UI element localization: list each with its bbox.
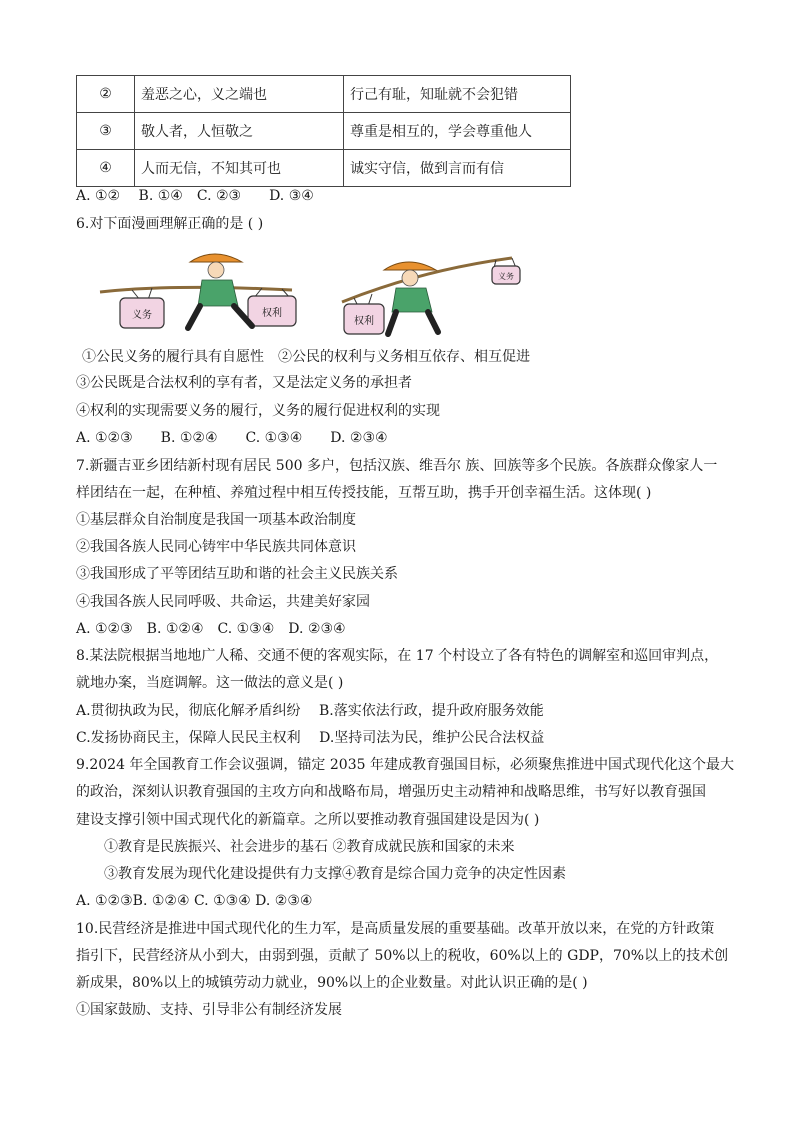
q6-option-3: ③公民既是合法权利的享有者，又是法定义务的承担者 <box>76 375 412 391</box>
cartoon-image <box>92 240 562 342</box>
green-shirt <box>198 280 238 306</box>
row-number: ② <box>77 76 135 113</box>
q10-stem-line1: 10.民营经济是推进中国式现代化的生力军，是高质量发展的重要基础。改革开放以来，在党的方针政策 <box>76 921 715 937</box>
q7-option-4: ④我国各族人民同呼吸、共命运，共建美好家园 <box>76 594 370 610</box>
straw-hat <box>190 254 242 262</box>
q7-stem-line1: 7.新疆吉亚乡团结新村现有居民 500 多户，包括汉族、维吾尔 族、回族等多个民族。各族群众像家人一 <box>76 458 718 474</box>
quote-meaning: 尊重是相互的，学会尊重他人 <box>344 113 571 150</box>
q9-options-1-2: ①教育是民族振兴、社会进步的基石 ②教育成就民族和国家的未来 <box>104 839 515 855</box>
q5-choices: A. ①② B. ①④ C. ②③ D. ③④ <box>76 188 314 204</box>
classic-quote: 羞恶之心，义之端也 <box>135 76 344 113</box>
table-row <box>77 76 571 113</box>
q9-choices: A. ①②③B. ①②④ C. ①③④ D. ②③④ <box>76 893 313 909</box>
q9-stem-line2: 的政治，深刻认识教育强国的主攻方向和战略布局，增强历史主动精神和战略思维，书写好以教育强国 <box>76 784 706 800</box>
q6-option-4: ④权利的实现需要义务的履行，义务的履行促进权利的实现 <box>76 403 440 419</box>
q6-choices: A. ①②③ B. ①②④ C. ①③④ D. ②③④ <box>76 430 388 446</box>
cartoon-label: 权利 <box>262 308 282 319</box>
table-row <box>77 113 571 150</box>
q6-options-1-2: ①公民义务的履行具有自愿性 ②公民的权利与义务相互依存、相互促进 <box>82 349 530 365</box>
right-cartoon-figure <box>342 258 520 334</box>
q8-choices-ab: A.贯彻执政为民，彻底化解矛盾纠纷 B.落实依法行政，提升政府服务效能 <box>76 703 544 719</box>
q9-options-3-4: ③教育发展为现代化建设提供有力支撑④教育是综合国力竞争的决定性因素 <box>104 866 566 882</box>
q7-option-3: ③我国形成了平等团结互助和谐的社会主义民族关系 <box>76 566 398 582</box>
row-number: ④ <box>77 150 135 187</box>
cartoon-label: 权利 <box>354 316 374 327</box>
row-number: ③ <box>77 113 135 150</box>
q8-stem-line2: 就地办案，当庭调解。这一做法的意义是( ) <box>76 675 344 691</box>
q10-option-1: ①国家鼓励、支持、引导非公有制经济发展 <box>76 1002 342 1018</box>
q10-stem-line3: 新成果，80%以上的城镇劳动力就业，90%以上的企业数量。对此认识正确的是( ) <box>76 975 588 991</box>
green-shirt <box>392 288 432 312</box>
straw-hat <box>384 262 436 270</box>
classic-quote: 敬人者，人恒敬之 <box>135 113 344 150</box>
q7-option-1: ①基层群众自治制度是我国一项基本政治制度 <box>76 512 356 528</box>
q7-option-2: ②我国各族人民同心铸牢中华民族共同体意识 <box>76 539 356 555</box>
left-carrying-pole <box>100 287 292 292</box>
cartoon-label: 义务 <box>498 272 514 281</box>
matching-table <box>76 75 571 187</box>
q8-stem-line1: 8.某法院根据当地地广人稀、交通不便的客观实际，在 17 个村设立了各有特色的调解室和巡回审判点， <box>76 648 719 664</box>
q6-stem: 6.对下面漫画理解正确的是 ( ) <box>76 216 264 232</box>
q9-stem-line3: 建设支撑引领中国式现代化的新篇章。之所以要推动教育强国建设是因为( ) <box>76 812 540 828</box>
quote-meaning: 行己有耻，知耻就不会犯错 <box>344 76 571 113</box>
q7-choices: A. ①②③ B. ①②④ C. ①③④ D. ②③④ <box>76 621 346 637</box>
q10-stem-line2: 指引下，民营经济从小到大，由弱到强，贡献了 50%以上的税收，60%以上的 GDP，70%以上的技术创 <box>76 948 729 964</box>
quote-meaning: 诚实守信，做到言而有信 <box>344 150 571 187</box>
cartoon-label: 义务 <box>132 310 152 321</box>
q7-stem-line2: 样团结在一起，在种植、养殖过程中相互传授技能，互帮互助，携手开创幸福生活。这体现( ) <box>76 485 652 501</box>
table-row <box>77 150 571 187</box>
q8-choices-cd: C.发扬协商民主，保障人民民主权利 D.坚持司法为民，维护公民合法权益 <box>76 730 545 746</box>
classic-quote: 人而无信，不知其可也 <box>135 150 344 187</box>
left-cartoon-figure <box>100 254 296 328</box>
q9-stem-line1: 9.2024 年全国教育工作会议强调，锚定 2035 年建成教育强国目标，必须聚焦推进中国式现代化这个最大 <box>76 757 734 773</box>
